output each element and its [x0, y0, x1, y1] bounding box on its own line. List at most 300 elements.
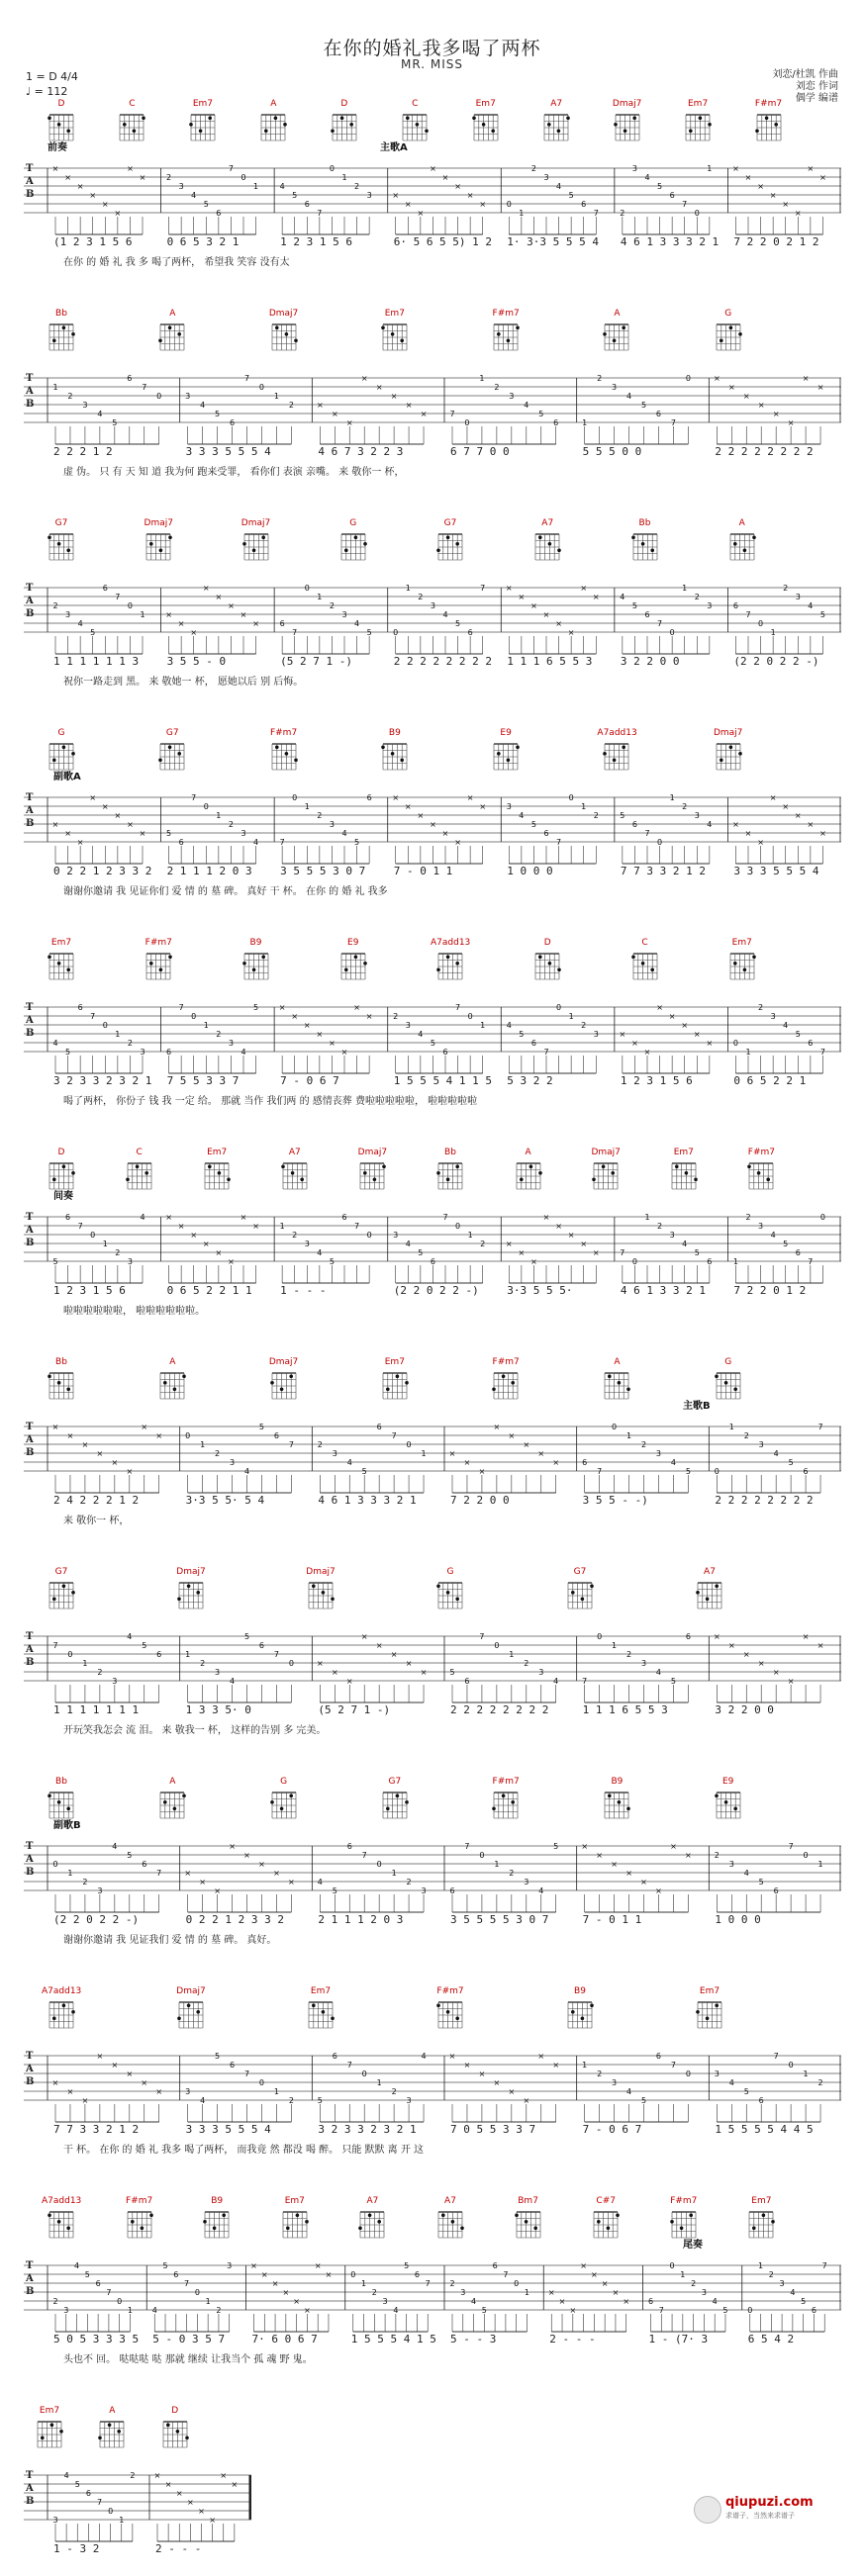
- svg-text:7: 7: [464, 1842, 470, 1851]
- svg-text:5: 5: [801, 2297, 807, 2306]
- svg-text:×: ×: [479, 200, 487, 209]
- chord-name: Em7: [39, 2406, 60, 2416]
- chord-diagram: [352, 1148, 392, 1191]
- svg-text:×: ×: [478, 2070, 486, 2078]
- chord-diagram: [741, 1148, 781, 1191]
- svg-text:5: 5: [538, 410, 544, 418]
- chord-diagram: [152, 1357, 192, 1401]
- svg-text:2: 2: [682, 802, 688, 811]
- tab-system: [24, 1148, 841, 1318]
- svg-text:4: 4: [442, 610, 448, 619]
- notation-measure: 1 1 1 6 5 5 3: [507, 655, 593, 668]
- svg-text:×: ×: [547, 2288, 555, 2297]
- chord-diagram: [486, 1777, 526, 1820]
- notation-measure: 1 0 0 0: [507, 865, 553, 877]
- svg-text:×: ×: [96, 1449, 104, 1458]
- svg-text:0: 0: [455, 1222, 461, 1231]
- svg-text:1: 1: [82, 1659, 88, 1668]
- svg-text:5: 5: [166, 829, 172, 838]
- chord-diagram-row: [24, 938, 841, 989]
- svg-text:0: 0: [117, 2297, 123, 2306]
- numbered-notation-row: [24, 1284, 841, 1302]
- svg-text:×: ×: [278, 1003, 286, 1012]
- svg-text:1: 1: [360, 2279, 367, 2288]
- tab-staff: [24, 360, 841, 445]
- chord-grid-icon: [281, 2208, 309, 2240]
- svg-text:3: 3: [538, 1668, 544, 1677]
- chord-diagram: [152, 1777, 192, 1820]
- svg-text:×: ×: [552, 2061, 560, 2070]
- svg-text:2: 2: [317, 1440, 323, 1449]
- svg-text:0: 0: [156, 392, 162, 401]
- notation-measure: 6· 5 6 5 5) 1 2: [393, 235, 493, 248]
- chord-name: Dmaj7: [357, 1148, 388, 1157]
- tab-staff-lines: [24, 2038, 841, 2123]
- chord-grid-icon: [603, 740, 630, 772]
- chord-grid-icon: [715, 740, 742, 772]
- svg-text:2: 2: [494, 383, 500, 392]
- svg-text:3: 3: [612, 2078, 618, 2087]
- site-logo[interactable]: [694, 2493, 842, 2525]
- svg-text:5: 5: [743, 2087, 749, 2096]
- notation-measure: 0 6 5 2 2 1 1: [166, 1284, 252, 1297]
- svg-text:6: 6: [553, 418, 559, 427]
- lyrics-row: [24, 2350, 841, 2366]
- svg-text:1: 1: [524, 2288, 530, 2297]
- svg-text:1: 1: [582, 418, 588, 427]
- svg-text:5: 5: [783, 1240, 789, 1248]
- svg-text:3: 3: [543, 173, 549, 182]
- svg-text:3: 3: [631, 164, 637, 173]
- chord-name: B9: [388, 728, 401, 738]
- svg-text:×: ×: [530, 1257, 537, 1266]
- svg-text:6: 6: [492, 2261, 498, 2270]
- svg-text:5: 5: [74, 2480, 80, 2489]
- svg-text:2: 2: [783, 584, 789, 593]
- lyrics-text: 啦啦啦啦啦啦， 啦啦啦啦啦啦。: [63, 1306, 206, 1317]
- chord-name: G: [280, 1777, 288, 1787]
- song-title: 在你的婚礼我多喝了两杯: [323, 38, 541, 59]
- svg-text:5: 5: [52, 1257, 58, 1266]
- chord-diagram: [325, 99, 364, 142]
- svg-text:×: ×: [89, 191, 97, 200]
- notation-measure: 3·3 5 5· 5 4: [185, 1494, 265, 1507]
- chord-diagram-row: [24, 309, 841, 360]
- svg-text:6: 6: [229, 2061, 236, 2070]
- svg-text:×: ×: [392, 191, 400, 200]
- notation-measure: 7 2 2 0 2 1 2: [733, 235, 819, 248]
- svg-text:1: 1: [745, 1048, 751, 1057]
- svg-text:×: ×: [555, 619, 562, 628]
- svg-text:1: 1: [669, 793, 675, 802]
- chord-name: G7: [573, 1567, 587, 1577]
- svg-text:×: ×: [569, 2306, 577, 2315]
- svg-text:4: 4: [625, 2087, 632, 2096]
- svg-text:4: 4: [52, 1039, 58, 1048]
- svg-text:×: ×: [141, 1423, 148, 1431]
- tab-clef-icon: T A B: [26, 1002, 35, 1039]
- lyrics-text: 喝了两杯， 你份子 钱 我 一定 给。 那就 当作 我们两 的 感情丧葬 费啦啦啦啦啦， 啦啦啦啦啦: [63, 1096, 478, 1107]
- chord-grid-icon: [48, 950, 75, 981]
- svg-text:3: 3: [52, 2516, 58, 2525]
- svg-text:3: 3: [701, 2288, 707, 2297]
- svg-text:×: ×: [816, 1641, 824, 1650]
- svg-text:5: 5: [65, 1048, 71, 1057]
- svg-text:×: ×: [567, 628, 575, 637]
- tab-staff-lines: [24, 780, 841, 865]
- svg-text:×: ×: [713, 1632, 720, 1641]
- key-signature: 1 = D 4/4: [26, 70, 78, 83]
- svg-text:×: ×: [392, 793, 400, 802]
- svg-text:1: 1: [140, 610, 145, 619]
- notation-measure: 2 1 1 1 2 0 3: [166, 865, 252, 877]
- chord-name: F#m7: [436, 1986, 464, 1996]
- chord-diagram: [42, 1777, 81, 1820]
- svg-text:2: 2: [329, 601, 335, 610]
- chord-grid-icon: [515, 2208, 542, 2240]
- svg-text:0: 0: [90, 1231, 96, 1240]
- svg-text:1: 1: [421, 1449, 427, 1458]
- svg-text:7: 7: [442, 1213, 448, 1222]
- tab-staff: [24, 1401, 841, 1494]
- svg-text:1: 1: [707, 164, 713, 173]
- svg-text:7: 7: [156, 1869, 162, 1878]
- chord-name: A: [169, 1357, 176, 1367]
- notation-measure: 5 - 0 3 5 7: [152, 2333, 226, 2346]
- svg-text:7: 7: [644, 829, 650, 838]
- svg-text:2: 2: [216, 2306, 222, 2315]
- svg-text:×: ×: [454, 838, 461, 847]
- notation-measure: 1 5 5 5 5 4 4 5: [715, 2123, 814, 2136]
- chord-grid-icon: [203, 1159, 231, 1191]
- chord-diagram: [237, 518, 276, 562]
- chord-grid-icon: [492, 740, 520, 772]
- chord-name: Em7: [384, 309, 405, 319]
- svg-text:1: 1: [644, 1213, 650, 1222]
- svg-text:×: ×: [727, 1641, 735, 1650]
- svg-text:×: ×: [479, 802, 487, 811]
- chord-diagram: [586, 1148, 625, 1191]
- svg-text:5: 5: [481, 2306, 487, 2315]
- chord-name: Em7: [384, 1357, 405, 1367]
- chord-grid-icon: [307, 1579, 335, 1610]
- svg-text:4: 4: [519, 811, 525, 820]
- tab-staff-lines: [24, 1828, 841, 1913]
- svg-text:×: ×: [732, 820, 739, 829]
- chord-name: G7: [54, 1567, 68, 1577]
- chord-diagram: [42, 1567, 81, 1610]
- tab-staff-lines: [24, 570, 841, 655]
- svg-text:×: ×: [199, 1878, 206, 1886]
- chord-diagram: [92, 2406, 132, 2449]
- chord-grid-icon: [755, 111, 783, 142]
- lyrics-text: 来 敬你一 杯，: [63, 1516, 130, 1526]
- chord-grid-icon: [603, 1369, 630, 1401]
- svg-text:0: 0: [240, 173, 246, 182]
- svg-text:1: 1: [376, 2078, 382, 2087]
- svg-text:×: ×: [190, 1231, 198, 1240]
- svg-text:2: 2: [130, 2471, 136, 2480]
- svg-text:3: 3: [215, 1668, 221, 1677]
- svg-text:3: 3: [460, 2288, 466, 2297]
- chord-grid-icon: [126, 1159, 153, 1191]
- tab-staff: [24, 772, 841, 865]
- chord-name: A: [614, 1357, 621, 1367]
- chord-name: B9: [249, 938, 262, 948]
- svg-text:×: ×: [360, 374, 368, 383]
- notation-measure: 3 2 2 0 0: [715, 1703, 774, 1716]
- chord-grid-icon: [631, 950, 659, 981]
- chord-name: A7: [366, 2196, 379, 2206]
- svg-text:×: ×: [66, 1431, 74, 1440]
- svg-text:7: 7: [480, 584, 486, 593]
- notation-measure: 3 2 3 3 2 3 2 1: [318, 2123, 417, 2136]
- svg-text:3: 3: [366, 191, 372, 200]
- lyrics-row: [24, 2560, 251, 2576]
- svg-text:0: 0: [393, 628, 399, 637]
- svg-text:5: 5: [203, 200, 209, 209]
- chord-grid-icon: [747, 1159, 775, 1191]
- chord-diagram: [664, 1148, 704, 1191]
- chord-grid-icon: [728, 950, 756, 981]
- chord-diagram: [152, 309, 192, 352]
- svg-text:2: 2: [714, 1851, 720, 1860]
- svg-text:6: 6: [216, 209, 222, 218]
- chord-name: Bb: [638, 518, 651, 528]
- chord-grid-icon: [715, 321, 742, 352]
- chord-name: D: [57, 1148, 65, 1157]
- chord-diagram: [42, 1148, 81, 1191]
- svg-text:3: 3: [65, 610, 71, 619]
- chord-name: A: [169, 309, 176, 319]
- svg-text:6: 6: [414, 2270, 420, 2279]
- tab-system: [24, 1986, 841, 2157]
- chord-diagram-row: [24, 2406, 251, 2457]
- svg-text:×: ×: [240, 610, 247, 619]
- svg-text:×: ×: [742, 392, 750, 401]
- chord-name: C: [129, 99, 136, 109]
- svg-text:5: 5: [332, 1886, 337, 1895]
- svg-text:3: 3: [185, 2087, 191, 2096]
- svg-text:4: 4: [253, 838, 259, 847]
- svg-text:4: 4: [229, 1677, 236, 1686]
- svg-text:0: 0: [350, 2270, 356, 2279]
- notation-measure: (2 2 0 2 2 -): [393, 1284, 479, 1297]
- chord-name: A: [270, 99, 277, 109]
- chord-diagram: [690, 1567, 729, 1610]
- chord-diagram: [375, 1357, 415, 1401]
- chord-grid-icon: [48, 321, 75, 352]
- chord-name: Dmaj7: [240, 518, 271, 528]
- svg-text:5: 5: [84, 2270, 90, 2279]
- svg-text:6: 6: [173, 2270, 179, 2279]
- lyrics-row: [24, 1931, 841, 1947]
- svg-text:0: 0: [597, 1632, 603, 1641]
- chord-diagram: [486, 309, 526, 352]
- chord-diagram: [431, 1567, 470, 1610]
- svg-text:4: 4: [728, 2078, 734, 2087]
- svg-text:4: 4: [625, 392, 632, 401]
- svg-text:4: 4: [524, 401, 529, 410]
- chord-diagram: [30, 2406, 69, 2449]
- svg-text:×: ×: [243, 1851, 250, 1860]
- svg-text:2: 2: [67, 392, 73, 401]
- svg-text:6: 6: [332, 2052, 337, 2061]
- lyrics-row: [24, 1721, 841, 1737]
- svg-text:7: 7: [52, 1641, 58, 1650]
- svg-text:4: 4: [538, 1886, 544, 1895]
- svg-text:×: ×: [215, 593, 223, 601]
- svg-text:2: 2: [216, 1030, 222, 1039]
- svg-text:5: 5: [361, 1467, 367, 1476]
- svg-text:2: 2: [449, 2279, 455, 2288]
- chord-diagram-row: [24, 99, 841, 150]
- svg-text:×: ×: [96, 2052, 104, 2061]
- svg-text:6: 6: [279, 619, 285, 628]
- svg-text:6: 6: [229, 418, 236, 427]
- svg-text:7: 7: [317, 209, 323, 218]
- svg-text:6: 6: [685, 1632, 691, 1641]
- notation-measure: 7 2 2 0 1 2: [733, 1284, 807, 1297]
- svg-text:×: ×: [214, 1886, 221, 1895]
- svg-text:7: 7: [479, 1632, 485, 1641]
- chord-name: Em7: [699, 1986, 720, 1996]
- chord-diagram: [152, 728, 192, 772]
- svg-text:5: 5: [112, 418, 118, 427]
- svg-text:×: ×: [631, 1039, 638, 1048]
- chord-diagram: [253, 99, 293, 142]
- svg-text:4: 4: [421, 2052, 427, 2061]
- svg-text:5: 5: [640, 2096, 647, 2105]
- chord-diagram-row: [24, 1777, 841, 1828]
- svg-text:7: 7: [657, 619, 663, 628]
- svg-text:2: 2: [288, 2096, 294, 2105]
- svg-text:0: 0: [292, 793, 298, 802]
- notation-measure: 1 3 3 5· 0: [185, 1703, 251, 1716]
- lyrics-row: [24, 673, 841, 689]
- svg-text:×: ×: [592, 593, 600, 601]
- svg-text:7: 7: [90, 1012, 96, 1021]
- svg-text:5: 5: [530, 820, 536, 829]
- numbered-notation-row: [24, 1913, 841, 1931]
- chord-grid-icon: [270, 740, 298, 772]
- svg-text:×: ×: [466, 191, 474, 200]
- svg-text:7: 7: [292, 628, 298, 637]
- svg-text:2: 2: [127, 1039, 133, 1048]
- chord-diagram: [586, 2196, 625, 2240]
- svg-text:1: 1: [273, 392, 279, 401]
- svg-text:3: 3: [393, 1231, 399, 1240]
- svg-text:6: 6: [304, 200, 310, 209]
- svg-text:7: 7: [96, 2498, 103, 2507]
- svg-text:0: 0: [406, 1440, 412, 1449]
- svg-text:6: 6: [467, 628, 473, 637]
- chord-name: D: [57, 99, 65, 109]
- svg-text:×: ×: [772, 1668, 780, 1677]
- svg-text:0: 0: [203, 802, 209, 811]
- svg-text:×: ×: [558, 2297, 566, 2306]
- svg-text:×: ×: [51, 820, 59, 829]
- notation-measure: (2 2 0 2 2 -): [53, 1913, 140, 1926]
- svg-text:×: ×: [542, 1213, 550, 1222]
- svg-text:3: 3: [669, 1231, 675, 1240]
- notation-measure: 3 5 5 - 0: [166, 655, 227, 668]
- svg-text:2: 2: [200, 1659, 206, 1668]
- svg-text:×: ×: [316, 401, 324, 410]
- svg-text:3: 3: [509, 392, 515, 401]
- svg-text:1: 1: [479, 374, 485, 383]
- notation-measure: 1 2 3 1 5 6: [620, 1074, 693, 1087]
- chord-diagram: [431, 2196, 470, 2240]
- notation-measure: 3 3 3 5 5 5 4: [185, 2123, 271, 2136]
- chord-name: B9: [611, 1777, 624, 1787]
- svg-text:7: 7: [279, 838, 285, 847]
- notation-measure: 2 1 1 1 2 0 3: [318, 1913, 404, 1926]
- svg-text:1: 1: [341, 173, 347, 182]
- notation-measure: 2 4 2 2 2 1 2: [53, 1494, 140, 1507]
- svg-text:×: ×: [794, 209, 802, 218]
- svg-text:×: ×: [537, 1449, 545, 1458]
- svg-text:5: 5: [795, 1030, 801, 1039]
- svg-text:×: ×: [184, 1869, 192, 1878]
- svg-text:×: ×: [139, 173, 146, 182]
- svg-text:3: 3: [229, 1458, 236, 1467]
- svg-text:0: 0: [514, 2279, 520, 2288]
- notation-measure: 2 2 2 1 2: [53, 445, 113, 458]
- svg-text:×: ×: [448, 2052, 456, 2061]
- svg-text:7: 7: [808, 1257, 814, 1266]
- lyrics-row: [24, 2141, 841, 2157]
- chord-name: Dmaj7: [268, 1357, 299, 1367]
- svg-text:×: ×: [340, 1048, 348, 1057]
- svg-text:0: 0: [758, 619, 764, 628]
- svg-text:6: 6: [795, 1248, 801, 1257]
- chord-diagram-row: [24, 1357, 841, 1409]
- notation-measure: 1· 3·3 5 5 5 4: [507, 235, 599, 248]
- svg-text:7: 7: [593, 209, 599, 218]
- chord-diagram: [275, 1148, 315, 1191]
- svg-text:5: 5: [722, 2306, 728, 2315]
- numbered-notation-row: [24, 2123, 841, 2141]
- chord-grid-icon: [436, 2208, 464, 2240]
- svg-text:1: 1: [803, 2070, 809, 2078]
- chord-diagram: [352, 2196, 392, 2240]
- svg-text:5: 5: [758, 1878, 764, 1886]
- svg-text:0: 0: [329, 164, 335, 173]
- chord-diagram: [709, 728, 748, 772]
- svg-text:7: 7: [243, 374, 250, 383]
- chord-name: D: [543, 938, 551, 948]
- chord-diagram: [597, 728, 636, 772]
- tab-staff: [24, 989, 841, 1074]
- svg-text:2: 2: [509, 1869, 515, 1878]
- chord-diagram: [597, 1357, 636, 1401]
- svg-text:6: 6: [166, 1048, 172, 1057]
- svg-text:×: ×: [66, 2087, 74, 2096]
- chord-grid-icon: [670, 1159, 698, 1191]
- arranger-credit: 偶学 编谱: [795, 93, 838, 104]
- svg-text:4: 4: [405, 1240, 411, 1248]
- tempo-marking: ♩ = 112: [26, 85, 68, 98]
- chord-grid-icon: [592, 1159, 620, 1191]
- svg-text:×: ×: [816, 383, 824, 392]
- svg-text:×: ×: [126, 2070, 134, 2078]
- chord-name: E9: [500, 728, 512, 738]
- svg-text:7: 7: [243, 2070, 250, 2078]
- chord-name: F#m7: [269, 728, 298, 738]
- chord-name: A: [169, 1777, 176, 1787]
- svg-text:×: ×: [51, 2078, 59, 2087]
